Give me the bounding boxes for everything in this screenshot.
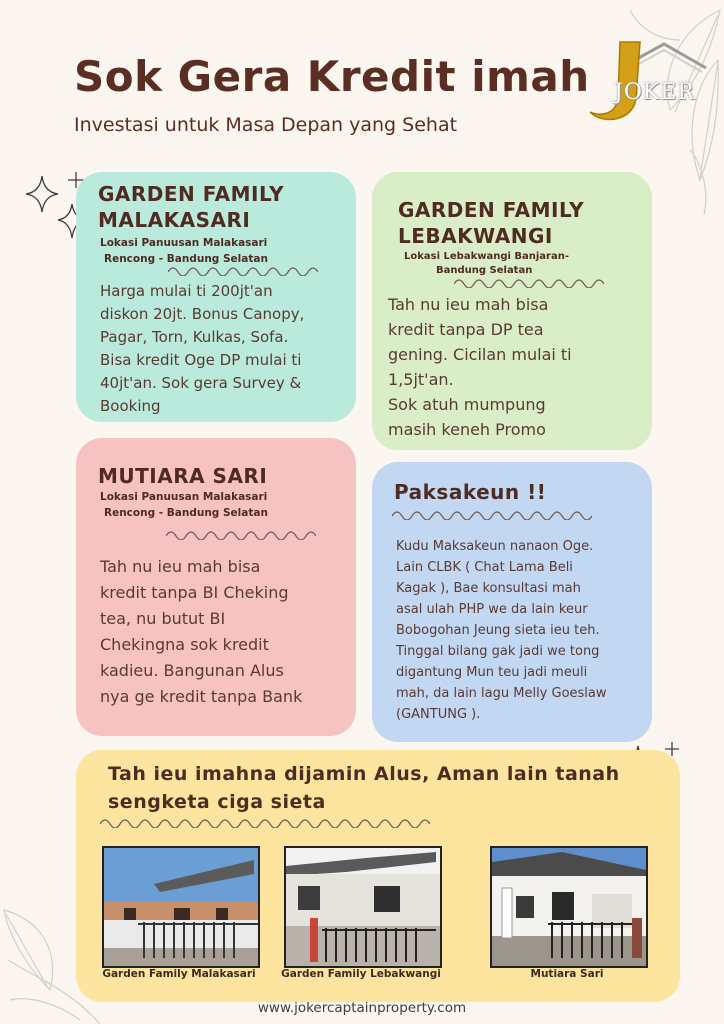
card-location-line1: Lokasi Panuusan Malakasari xyxy=(100,491,268,503)
card-location-line1: Lokasi Panuusan Malakasari xyxy=(100,237,268,249)
card-mutiara-sari xyxy=(76,438,356,736)
page-title: Sok Gera Kredit imah xyxy=(74,52,590,101)
card-body: Harga mulai ti 200jt'an diskon 20jt. Bonus Canopy, Pagar, Torn, Kulkas, Sofa. Bisa kredit Oge DP mulai ti 40jt'an. Sok gera Survey & Booking xyxy=(100,282,305,415)
squiggle-divider xyxy=(168,264,318,276)
card-body: Tah nu ieu mah bisa kredit tanpa BI Cheking tea, nu butut BI Chekingna sok kredit kadieu. Bangunan Alus nya ge kredit tanpa Bank xyxy=(100,557,303,706)
card-title-line1: GARDEN FAMILY xyxy=(398,198,585,222)
card-garden-family-lebakwangi xyxy=(372,172,652,450)
photo-caption: Mutiara Sari xyxy=(530,968,604,980)
card-paksakeun xyxy=(372,462,652,742)
card-title: Paksakeun !! xyxy=(394,480,547,504)
gallery-heading-line1: Tah ieu imahna dijamin Alus, Aman lain tanah xyxy=(108,763,620,785)
logo-text: JOKER xyxy=(614,80,695,105)
gallery-section xyxy=(76,750,680,1002)
house-photo-mutiara-sari xyxy=(490,846,648,968)
website-link[interactable]: www.jokercaptainproperty.com xyxy=(257,1000,467,1016)
gallery-heading-line2: sengketa ciga sieta xyxy=(108,791,326,813)
squiggle-divider xyxy=(166,528,316,540)
house-photo-malakasari xyxy=(102,846,260,968)
card-title-line2: LEBAKWANGI xyxy=(398,224,553,248)
card-body: Kudu Maksakeun nanaon Oge. Lain CLBK ( Chat Lama Beli Kagak ), Bae konsultasi mah asal ulah PHP we da lain keur Bobogohan Jeung sieta ieu teh. Tinggal bilang gak jadi we tong digantung Mun teu jadi meuli mah, da lain lagu Melly Goeslaw (GANTUNG ). xyxy=(396,539,607,722)
squiggle-divider xyxy=(100,816,430,828)
joker-logo xyxy=(584,36,712,132)
page-subtitle: Investasi untuk Masa Depan yang Sehat xyxy=(74,114,458,136)
card-location-line2: Bandung Selatan xyxy=(436,265,533,276)
card-garden-family-malakasari xyxy=(76,172,356,422)
squiggle-divider xyxy=(454,276,604,288)
card-location-line1: Lokasi Lebakwangi Banjaran- xyxy=(404,251,569,262)
squiggle-divider xyxy=(392,508,592,520)
card-title: MUTIARA SARI xyxy=(98,464,268,488)
card-title-line1: GARDEN FAMILY xyxy=(98,182,285,206)
card-title-line2: MALAKASARI xyxy=(98,208,251,232)
card-body: Tah nu ieu mah bisa kredit tanpa DP tea gening. Cicilan mulai ti 1,5jt'an. Sok atuh mumpung masih keneh Promo xyxy=(388,295,572,439)
photo-caption: Garden Family Malakasari xyxy=(102,968,256,980)
card-location-line2: Rencong - Bandung Selatan xyxy=(104,507,268,519)
photo-caption: Garden Family Lebakwangi xyxy=(281,968,441,980)
card-location-line2: Rencong - Bandung Selatan xyxy=(104,253,268,265)
house-photo-lebakwangi xyxy=(284,846,442,968)
